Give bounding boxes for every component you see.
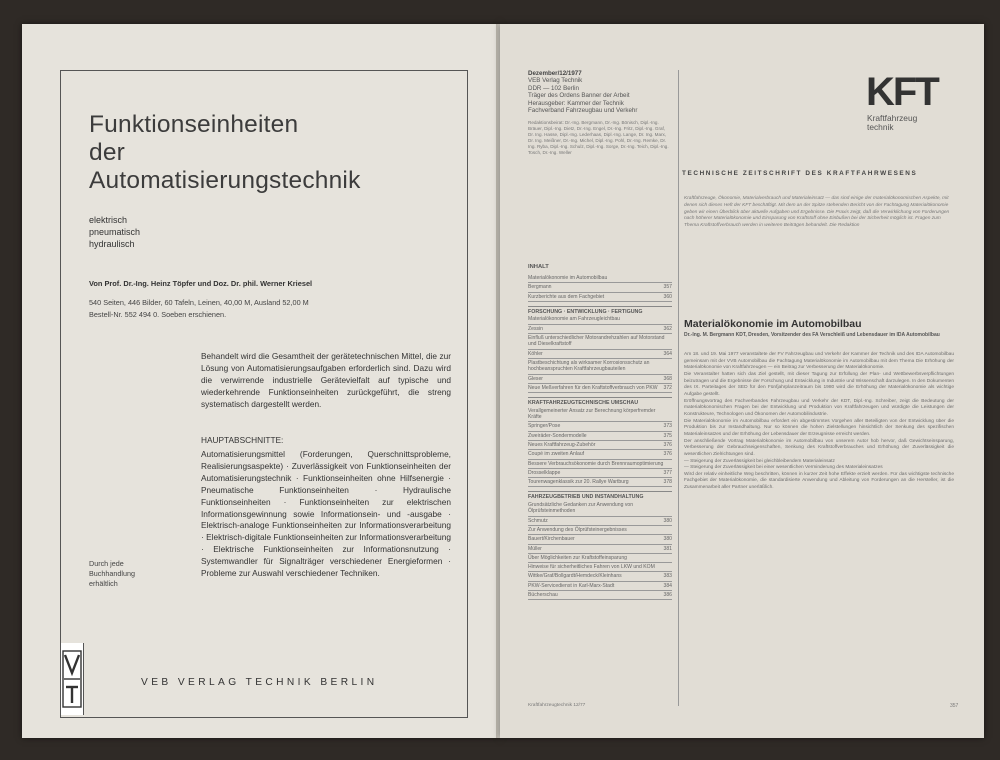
toc-item — [528, 563, 672, 572]
toc-item-text: Bergmann — [528, 284, 552, 291]
masthead-column — [528, 70, 672, 156]
ad-authors: Von Prof. Dr.-Ing. Heinz Töpfer und Doz. Dr. phil. Werner Kriesel — [89, 279, 313, 288]
toc-item — [528, 535, 672, 544]
toc-item-page: 357 — [663, 284, 672, 291]
toc-item-page: 380 — [663, 517, 672, 524]
toc-item-text: PKW-Servicedienst in Karl-Marx-Stadt — [528, 582, 615, 589]
toc-item-text: Hinweise für sicherheitliches Fahren von LKW und KOM — [528, 564, 655, 571]
toc-item — [528, 334, 672, 350]
toc-item-text: Drosselklappe — [528, 469, 561, 476]
toc-item — [528, 384, 672, 393]
toc-item-text: Bauert/Kirchenbauer — [528, 536, 575, 543]
toc-item — [528, 375, 672, 384]
toc-item — [528, 501, 672, 517]
toc-item — [528, 545, 672, 554]
toc-item-text: Einfluß unterschiedlicher Motorandrehzahlen auf Motorstand und Dieselkraftstoff — [528, 335, 665, 348]
toc-item-text: Verallgemeinerter Ansatz zur Berechnung körperfremder Kräfte — [528, 407, 656, 421]
toc-item — [528, 572, 672, 581]
toc-item-text: Schmutz — [528, 517, 548, 524]
toc-item-text: Plastbeschichtung als wirksamer Korrosionsschutz an hochbeanspruchten Kraftfahrzeugbauteilen — [528, 359, 650, 373]
publisher-logo-icon — [61, 643, 84, 715]
masthead-line: VEB Verlag Technik — [528, 77, 583, 85]
toc-item-text: Gleser — [528, 375, 544, 382]
toc-item-page: 383 — [663, 573, 672, 580]
ad-subtitle-line: hydraulisch — [89, 239, 135, 249]
toc-item-page: 362 — [663, 325, 672, 332]
kft-subtitle-line: Kraftfahrzeug — [867, 113, 918, 123]
ad-order-line: Bestell-Nr. 552 494 0. Soeben erschienen. — [89, 310, 227, 319]
article-title: Materialökonomie im Automobilbau — [684, 318, 862, 330]
ad-subtitle-line: elektrisch — [89, 215, 128, 225]
toc-item-text: Zessin — [528, 325, 544, 332]
toc-item — [528, 554, 672, 563]
toc-item — [528, 591, 672, 600]
article-paragraph: Wird der relativ einheitliche Weg beschritten, können in kurzer Zeit hohe Effekte erzielt werden. Für das wichtigste technische Fachgebiet der Materialökonomie, die standardisierte Anwendung und Ableitung von Forderungen an die Hersteller, ist die Zusammenarbeit aller Partner unerläßlich. — [684, 471, 954, 491]
article-paragraph: — Steigerung der Zuverlässigkeit bei einer wesentlichen Verminderung des Materialeinsatzes — [684, 465, 883, 471]
toc-section: FAHRZEUGBETRIEB UND INSTANDHALTUNG — [528, 491, 672, 501]
toc-item — [528, 441, 672, 450]
toc-item — [528, 450, 672, 459]
toc-item-text: Bessere Verbrauchsökonomie durch Brennraumoptimierung — [528, 460, 664, 467]
toc-item-page: 384 — [663, 582, 672, 589]
article-body — [684, 352, 954, 492]
toc-item-text: Zur Anwendung des Ölprüfsteinergebnisses — [528, 526, 627, 533]
toc-item-text: Neues Kraftfahrzeug-Zubehör — [528, 441, 596, 448]
toc-item — [528, 582, 672, 591]
masthead-line: Fachverband Fahrzeugbau und Verkehr — [528, 107, 638, 115]
article-paragraph: Am 18. und 19. Mai 1977 veranstaltete der FV Fahrzeugbau und Verkehr der Kammer der Technik und des IDA Automobilbau gemeinsam mit der VVB Automobilbau die Fachtagung Materialökonomie im Automobilbau mit dem Thema Die Erhöhung der Materialökonomie von Kraftfahrzeugen — ein Beitrag zur Verbesserung der Materialökonomie. — [684, 352, 954, 371]
toc-item — [528, 350, 672, 359]
book-advertisement — [60, 70, 468, 718]
toc-item — [528, 407, 672, 423]
toc-item-text: Tourenwagenklassik zur 20. Rallye Wartburg — [528, 479, 629, 486]
toc-item-text: Neue Meßverfahren für den Kraftstoffverbrauch von PKW — [528, 384, 658, 391]
toc-section: KRAFTFAHRZEUGTECHNISCHE UMSCHAU — [528, 397, 672, 407]
editorial-credits: Redaktionsbeirat: Dr.-Ing. Bergmann, Dr.-Ing. Bönisch, Dipl.-Ing. Bräuer, Dipl.-Ing. Dietz, Dr.-Ing. Engel, Dr.-Ing. Fritz, Dipl.-Ing. Graf, Dr. Ing. Hasse, Dipl.-Ing. Lederhaas, Dipl.-Ing. Lange, Dr. Ing. Marx, Dr. Ing. Meißner, Dr.-Ing. Michel, Dipl.-Ing. Pohl, Dr.-Ing. Remke, Dr. Ing. Ryba, Dipl.-Ing. Schulz, Dipl.-Ing. Sorge, Dr.-Ing. Teich, Dipl.-Ing. Tosch, Dr.-Ing. Weller — [528, 120, 669, 156]
toc-item-page: 364 — [663, 350, 672, 357]
toc-item — [528, 274, 672, 283]
toc-item-page: 376 — [663, 451, 672, 458]
toc-item-page: 360 — [663, 293, 672, 300]
masthead — [528, 70, 672, 114]
toc-section: FORSCHUNG · ENTWICKLUNG · FERTIGUNG — [528, 306, 672, 316]
toc-item-text: Grundsätzliche Gedanken zur Anwendung von Ölprüfsteinmethoden — [528, 502, 634, 515]
toc-item-page: 386 — [663, 591, 672, 598]
ad-contents-heading: HAUPTABSCHNITTE: — [201, 435, 284, 445]
article-paragraph: Der anschließende Vortrag Materialökonomie im Automobilbau von unserem Autor hob hervor, daß Gewichtseinsparung, Verbesserung der Gebrauchseigenschaften, Senkung des Kraftstoffverbrauches und Erhöhung der Zuverlässigkeit die wesentlichen Zielrichtungen sind. — [684, 438, 954, 457]
ad-contents: Automatisierungsmittel (Forderungen, Querschnittsprobleme, Realisierungsaspekte) · Zuverlässigkeit von Funktionseinheiten der Automatisierungstechnik · Funktionseinheiten ohne Hilfsenergie · Pneumatische Funktionseinheiten · Hydraulische Funktionseinheiten · Funktionseinheiten zur elektrischen Informationsgewinnung sowie Informationsein- und -ausgabe · Elektrisch-analoge Funktionseinheiten zur Informationsverarbeitung · Elektrisch-digitale Funktionseinheiten zur Informationsverarbeitung · Elektrische Funktionseinheiten zur Informationsnutzung · Systemwandler für Signalträger verschiedener Energieformen · Probleme zur Auswahl verschiedener Techniken. — [201, 449, 451, 579]
article-paragraph: — Steigerung der Zuverlässigkeit bei gleichbleibendem Materialeinsatz — [684, 458, 835, 464]
ad-spec — [89, 297, 309, 321]
ad-title-line: Automatisierungstechnik — [89, 167, 361, 194]
editorial-intro: Kraftfahrzeuge, Ökonomie, Materialverbrauch und Materialeinsatz — das sind einige der materialökonomischen Aspekte, mit denen sich dieses Heft der KFT beschäftigt. Mit dem an der Spitze stehenden Bericht von der Fachtagung Materialökonomie geben wir einen Überblick über aktuelle Aufgaben und Ergebnisse. Die Praxis zeigt, daß die Verwirklichung von Forderungen nach höherer Materialökonomie und Einsparung von Kraftstoff ohne Einbußen bei der Sicherheit möglich ist. Fragen zum Thema Kraftstoffverbrauch werden in weiteren Beiträgen behandelt. Die Redaktion — [684, 196, 950, 229]
toc-item-text: Materialökonomie im Automobilbau — [528, 275, 608, 281]
toc-item — [528, 315, 672, 324]
toc-item — [528, 460, 672, 469]
article-paragraph: Die Veranstalter hatten sich das Ziel gestellt, mit dieser Tagung zur Erfüllung der Plan- und Wettbewerbsverpflichtungen beizutragen und die Ergebnisse der Forschung und Entwicklung in Industrie und Wissenschaft darzulegen. In den Dokumenten des IX. Parteitages der SED für den Fünfjahrplanzeitraum bis 1980 wird die Erhöhung der Materialökonomie als wichtige Aufgabe gestellt. — [684, 371, 954, 397]
toc-item-page: 380 — [663, 536, 672, 543]
toc-item — [528, 469, 672, 478]
toc-item-text: Coupé im zweiten Anlauf — [528, 451, 585, 458]
toc-item-page: 376 — [663, 441, 672, 448]
article-paragraph: Eröffnungsvortrag des Fachverbandes Fahrzeugbau und Verkehr der KDT, Dipl.-Ing. Schreiber, zeigt die Bedeutung der materialökonomischen Fragen bei der Entwicklung und Produktion von Kraftfahrzeugen und würdigte die Leistungen der Konstrukteure, Technologen und Ökonomen der Automobilindustrie. — [684, 398, 954, 417]
kft-logo: KFT — [866, 70, 938, 114]
article-author: Dr.-Ing. M. Bergmann KDT, Dresden, Vorsitzender des FA Verschleiß und Lebensdauer im IDA Automobilbau — [684, 332, 940, 338]
toc-item — [528, 422, 672, 431]
ad-description: Behandelt wird die Gesamtheit der gerätetechnischen Mittel, die zur Lösung von Automatisierungsaufgaben erforderlich sind. Dazu wird die verwirrende industrielle Gerätevielfalt auf typische und wiederkehrende Funktionseinheiten zurückgeführt, die streng systematisch dargestellt werden. — [201, 351, 451, 409]
toc-item-text: Köhler — [528, 350, 543, 357]
toc-item — [528, 325, 672, 334]
toc-item-text: Müller — [528, 545, 542, 552]
toc-item-text: Bücherschau — [528, 591, 558, 598]
toc-item-page: 378 — [663, 479, 672, 486]
toc-title: INHALT — [528, 264, 549, 270]
toc-item-page: 372 — [663, 384, 672, 391]
ad-subtitle — [89, 214, 140, 250]
toc-item-text: Materialökonomie am Fahrzeugleichtbau — [528, 316, 621, 323]
ad-subtitle-line: pneumatisch — [89, 227, 141, 237]
toc-item-page: 375 — [663, 432, 672, 439]
toc-item-text: Wittke/Graf/Bollgardt/Hemdeck/Kleinhans — [528, 573, 622, 580]
journal-tagline: TECHNISCHE ZEITSCHRIFT DES KRAFTFAHRWESENS — [682, 170, 918, 177]
toc-item — [528, 517, 672, 526]
ad-title-line: der — [89, 139, 126, 166]
kft-subtitle — [867, 114, 917, 132]
article-paragraph: Die Materialökonomie im Automobilbau erfordert ein abgestimmtes Vorgehen aller Beteiligten von der Entwicklung über die Produktion bis zur Instandhaltung. Nur so können die hohen Zielstellungen hinsichtlich der Senkung des spezifischen Materialeinsatzes und der Erhöhung der Lebensdauer der Erzeugnisse erreicht werden. — [684, 418, 954, 437]
ad-side-note: Durch jede Buchhandlung erhältlich — [89, 559, 135, 588]
toc-item-page: 381 — [663, 545, 672, 552]
ad-spec-line: 540 Seiten, 446 Bilder, 60 Tafeln, Leinen, 40,00 M, Ausland 52,00 M — [89, 298, 309, 307]
column-divider — [678, 70, 679, 706]
footer-issue: Kraftfahrzeugtechnik 12/77 — [528, 703, 586, 708]
toc-item-page: 373 — [663, 423, 672, 430]
toc-item — [528, 359, 672, 375]
issue-date: Dezember/12/1977 — [528, 70, 582, 77]
toc-item — [528, 293, 672, 302]
table-of-contents — [528, 274, 672, 600]
masthead-line: DDR — 102 Berlin — [528, 84, 579, 92]
toc-item-page: 368 — [663, 375, 672, 382]
toc-item — [528, 432, 672, 441]
kft-subtitle-line: technik — [867, 122, 894, 132]
ad-title — [89, 111, 361, 195]
toc-item-text: Springer/Pose — [528, 423, 561, 430]
toc-item — [528, 283, 672, 292]
masthead-line: Herausgeber: Kammer der Technik — [528, 99, 624, 107]
page-number: 357 — [950, 703, 959, 709]
toc-item-text: Kurzberichte aus dem Fachgebiet — [528, 293, 605, 300]
toc-item-page: 377 — [663, 469, 672, 476]
left-page — [22, 24, 500, 738]
ad-title-line: Funktionseinheiten — [89, 111, 299, 138]
toc-item-text: Über Möglichkeiten zur Kraftstoffeinsparung — [528, 554, 628, 561]
toc-item-text: Zweiräder-Sondermodelle — [528, 432, 587, 439]
masthead-line: Träger des Ordens Banner der Arbeit — [528, 92, 630, 100]
toc-item — [528, 526, 672, 535]
publisher-name: VEB VERLAG TECHNIK BERLIN — [141, 677, 378, 688]
toc-item — [528, 478, 672, 487]
